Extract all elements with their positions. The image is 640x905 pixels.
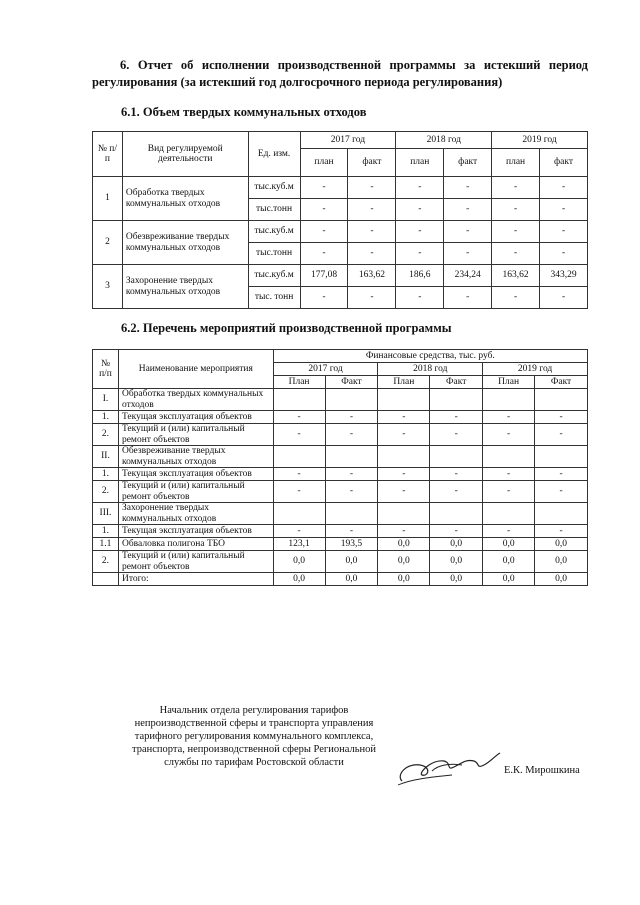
value-cell [535, 503, 588, 525]
waste-volume-table [92, 131, 588, 309]
table-row [93, 481, 588, 503]
header-plan: план [300, 149, 348, 177]
header-year-2017: 2017 год [273, 363, 378, 376]
value-cell: - [444, 221, 492, 243]
activity-name: Обработка твердых коммунальных отходов [122, 177, 248, 221]
table-row [93, 265, 588, 287]
value-cell: - [348, 199, 396, 221]
value-cell: - [300, 243, 348, 265]
value-cell: - [378, 468, 430, 481]
table-row [93, 573, 588, 586]
value-cell: 0,0 [378, 538, 430, 551]
table-row [93, 503, 588, 525]
value-cell: - [430, 481, 483, 503]
value-cell: - [540, 221, 588, 243]
table-2-title: 6.2. Перечень мероприятий производственной программы [121, 321, 452, 335]
header-fact: Факт [430, 376, 483, 389]
value-cell [483, 446, 535, 468]
unit-cell: тыс. тонн [248, 287, 300, 309]
value-cell: - [535, 525, 588, 538]
value-cell: - [273, 481, 325, 503]
section-6-heading: 6. Отчет об исполнении производственной программы за истекший период регулирования (за истекший год долгосрочного периода регулирования) [92, 58, 588, 89]
header-plan: План [378, 376, 430, 389]
signatory-position [104, 704, 404, 769]
value-cell: - [535, 424, 588, 446]
measure-name: Текущая эксплуатация объектов [118, 411, 273, 424]
program-measures-table [92, 349, 588, 586]
table-1-title: 6.1. Объем твердых коммунальных отходов [121, 105, 367, 119]
value-cell: 0,0 [430, 551, 483, 573]
value-cell: - [492, 177, 540, 199]
row-number: II. [93, 446, 119, 468]
value-cell: - [273, 424, 325, 446]
value-cell [535, 389, 588, 411]
value-cell: 0,0 [378, 551, 430, 573]
value-cell [430, 446, 483, 468]
value-cell: - [483, 411, 535, 424]
value-cell: - [535, 481, 588, 503]
table-row [93, 411, 588, 424]
table-row [93, 446, 588, 468]
value-cell: 0,0 [535, 538, 588, 551]
value-cell: 0,0 [378, 573, 430, 586]
value-cell: - [396, 177, 444, 199]
header-year-2017: 2017 год [300, 132, 396, 149]
value-cell: - [396, 287, 444, 309]
measure-name: Текущий и (или) капитальный ремонт объектов [118, 551, 273, 573]
value-cell [535, 446, 588, 468]
measure-name: Обезвреживание твердых коммунальных отходов [118, 446, 273, 468]
header-year-2019: 2019 год [492, 132, 588, 149]
position-line: тарифного регулирования коммунального комплекса, [134, 731, 374, 742]
value-cell [430, 503, 483, 525]
value-cell: 0,0 [535, 551, 588, 573]
value-cell: - [378, 481, 430, 503]
row-number: 2. [93, 551, 119, 573]
value-cell: - [273, 525, 325, 538]
value-cell: - [430, 468, 483, 481]
value-cell: - [348, 177, 396, 199]
value-cell: - [273, 411, 325, 424]
value-cell: 163,62 [348, 265, 396, 287]
value-cell [273, 503, 325, 525]
header-fact: Факт [535, 376, 588, 389]
value-cell: 0,0 [273, 551, 325, 573]
value-cell: - [444, 287, 492, 309]
table-row [93, 221, 588, 243]
value-cell: 0,0 [483, 551, 535, 573]
position-line: непроизводственной сферы и транспорта управления [134, 718, 374, 729]
table-row [93, 177, 588, 199]
measure-name: Итого: [118, 573, 273, 586]
value-cell: 0,0 [325, 573, 378, 586]
value-cell: - [492, 199, 540, 221]
value-cell [273, 389, 325, 411]
value-cell: - [444, 199, 492, 221]
value-cell: - [348, 287, 396, 309]
value-cell: - [348, 243, 396, 265]
measure-name: Захоронение твердых коммунальных отходов [118, 503, 273, 525]
value-cell: - [430, 525, 483, 538]
value-cell: - [535, 468, 588, 481]
header-num: № п/п [93, 132, 123, 177]
measure-name: Текущая эксплуатация объектов [118, 525, 273, 538]
row-number [93, 573, 119, 586]
row-number: 1.1 [93, 538, 119, 551]
value-cell: - [325, 411, 378, 424]
value-cell: 0,0 [535, 573, 588, 586]
value-cell: 343,29 [540, 265, 588, 287]
value-cell: - [430, 411, 483, 424]
row-number: 2 [93, 221, 123, 265]
value-cell: - [483, 481, 535, 503]
header-year-2018: 2018 год [378, 363, 483, 376]
value-cell: - [300, 177, 348, 199]
measure-name: Обработка твердых коммунальных отходов [118, 389, 273, 411]
table-row [93, 525, 588, 538]
value-cell: 0,0 [430, 573, 483, 586]
value-cell: - [300, 199, 348, 221]
header-year-2019: 2019 год [483, 363, 588, 376]
activity-name: Обезвреживание твердых коммунальных отходов [122, 221, 248, 265]
value-cell: - [378, 411, 430, 424]
value-cell: - [378, 424, 430, 446]
value-cell: - [396, 243, 444, 265]
activity-name: Захоронение твердых коммунальных отходов [122, 265, 248, 309]
value-cell [325, 503, 378, 525]
table-row [93, 538, 588, 551]
header-num: № п/п [93, 350, 119, 389]
value-cell: 234,24 [444, 265, 492, 287]
header-plan: план [396, 149, 444, 177]
unit-cell: тыс.куб.м [248, 221, 300, 243]
value-cell: - [348, 221, 396, 243]
value-cell: 0,0 [430, 538, 483, 551]
header-activity: Вид регулируемой деятельности [122, 132, 248, 177]
value-cell [378, 503, 430, 525]
value-cell [325, 446, 378, 468]
value-cell: - [273, 468, 325, 481]
unit-cell: тыс.тонн [248, 243, 300, 265]
value-cell: - [492, 287, 540, 309]
value-cell: - [325, 424, 378, 446]
table-row [93, 468, 588, 481]
value-cell: - [444, 177, 492, 199]
value-cell: 193,5 [325, 538, 378, 551]
value-cell [378, 446, 430, 468]
header-year-2018: 2018 год [396, 132, 492, 149]
header-unit: Ед. изм. [248, 132, 300, 177]
signatory-name: Е.К. Мирошкина [504, 765, 580, 776]
measure-name: Текущая эксплуатация объектов [118, 468, 273, 481]
value-cell: - [300, 287, 348, 309]
value-cell: - [396, 221, 444, 243]
value-cell: 177,08 [300, 265, 348, 287]
row-number: 2. [93, 424, 119, 446]
value-cell [430, 389, 483, 411]
value-cell: - [492, 221, 540, 243]
value-cell: 0,0 [483, 538, 535, 551]
value-cell: 123,1 [273, 538, 325, 551]
row-number: 1. [93, 468, 119, 481]
value-cell: - [325, 468, 378, 481]
value-cell: - [325, 525, 378, 538]
value-cell: - [483, 424, 535, 446]
value-cell: - [540, 287, 588, 309]
header-fact: Факт [325, 376, 378, 389]
value-cell: - [535, 411, 588, 424]
header-plan: план [492, 149, 540, 177]
value-cell: - [492, 243, 540, 265]
value-cell: - [540, 177, 588, 199]
value-cell: 0,0 [325, 551, 378, 573]
value-cell: 0,0 [483, 573, 535, 586]
row-number: III. [93, 503, 119, 525]
unit-cell: тыс.куб.м [248, 265, 300, 287]
header-fact: факт [540, 149, 588, 177]
value-cell: - [483, 525, 535, 538]
value-cell: - [483, 468, 535, 481]
position-line: транспорта, непроизводственной сферы Региональной [131, 744, 376, 755]
header-measure: Наименование мероприятия [118, 350, 273, 389]
measure-name: Обваловка полигона ТБО [118, 538, 273, 551]
header-financing: Финансовые средства, тыс. руб. [273, 350, 587, 363]
position-line: службы по тарифам Ростовской области [164, 757, 344, 768]
header-plan: План [273, 376, 325, 389]
row-number: 1 [93, 177, 123, 221]
table-row [93, 389, 588, 411]
measure-name: Текущий и (или) капитальный ремонт объектов [118, 424, 273, 446]
header-plan: План [483, 376, 535, 389]
row-number: I. [93, 389, 119, 411]
unit-cell: тыс.куб.м [248, 177, 300, 199]
value-cell [378, 389, 430, 411]
value-cell [273, 446, 325, 468]
table-row [93, 424, 588, 446]
unit-cell: тыс.тонн [248, 199, 300, 221]
measure-name: Текущий и (или) капитальный ремонт объектов [118, 481, 273, 503]
handwritten-signature [392, 741, 502, 789]
value-cell: - [325, 481, 378, 503]
value-cell [325, 389, 378, 411]
row-number: 1. [93, 525, 119, 538]
header-fact: факт [444, 149, 492, 177]
value-cell: - [430, 424, 483, 446]
row-number: 3 [93, 265, 123, 309]
value-cell: - [540, 199, 588, 221]
value-cell: - [396, 199, 444, 221]
row-number: 2. [93, 481, 119, 503]
row-number: 1. [93, 411, 119, 424]
value-cell: - [300, 221, 348, 243]
header-fact: факт [348, 149, 396, 177]
value-cell [483, 503, 535, 525]
value-cell: - [378, 525, 430, 538]
value-cell: 163,62 [492, 265, 540, 287]
value-cell: 186,6 [396, 265, 444, 287]
table-row [93, 551, 588, 573]
value-cell: - [540, 243, 588, 265]
value-cell: - [444, 243, 492, 265]
value-cell: 0,0 [273, 573, 325, 586]
position-line: Начальник отдела регулирования тарифов [159, 705, 349, 716]
value-cell [483, 389, 535, 411]
